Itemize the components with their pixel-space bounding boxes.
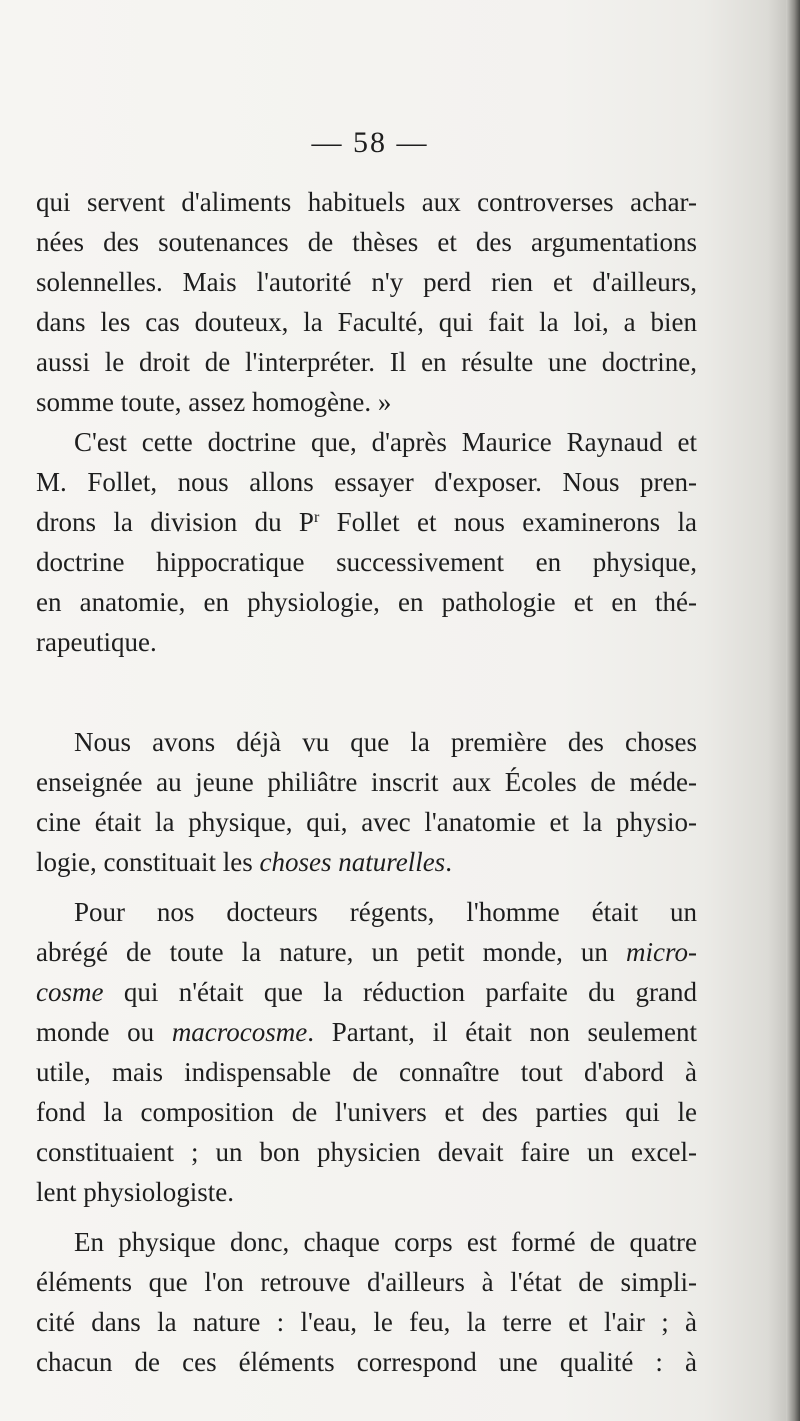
text-line: lent physiologiste. — [36, 1177, 234, 1207]
text-line: somme toute, assez homogène. » — [36, 387, 392, 417]
text-line: en anatomie, en physiologie, en pathologie et en thé- — [36, 587, 697, 617]
text-line: En physique donc, chaque corps est formé de quatre — [74, 1227, 697, 1257]
text-line: cine était la physique, qui, avec l'anatomie et la physio- — [36, 807, 697, 837]
text-line: C'est cette doctrine que, d'après Maurice Raynaud et — [74, 427, 697, 457]
text-fragment: drons la division du P — [36, 507, 314, 537]
text-fragment: abrégé de toute la nature, un petit monde, un — [36, 937, 627, 967]
text-line — [36, 932, 697, 972]
text-line: solennelles. Mais l'autorité n'y perd rien et d'ailleurs, — [36, 267, 697, 297]
italic-term: macrocosme — [171, 1017, 308, 1047]
italic-term: choses naturelles — [259, 847, 446, 877]
text-line: aussi le droit de l'interpréter. Il en résulte une doctrine, — [36, 347, 697, 377]
text-line: Pour nos docteurs régents, l'homme était un — [74, 897, 697, 927]
text-line: doctrine hippocratique successivement en physique, — [36, 547, 697, 577]
text-line: fond la composition de l'univers et des parties qui le — [36, 1097, 697, 1127]
superscript: r — [313, 509, 320, 526]
text-fragment: . — [445, 847, 452, 877]
italic-term: micro- — [626, 937, 697, 967]
page-number: — 58 — — [311, 126, 429, 159]
text-line: cité dans la nature : l'eau, le feu, la terre et l'air ; à — [36, 1307, 697, 1337]
text-line: constituaient ; un bon physicien devait faire un excel- — [36, 1137, 697, 1167]
italic-term: cosme — [36, 977, 104, 1007]
text-line: Nous avons déjà vu que la première des choses — [74, 727, 697, 757]
text-line — [36, 842, 697, 882]
text-line: utile, mais indispensable de connaître tout d'abord à — [36, 1057, 697, 1087]
text-line: dans les cas douteux, la Faculté, qui fait la loi, a bien — [36, 307, 697, 337]
text-line: enseignée au jeune philiâtre inscrit aux Écoles de méde- — [36, 767, 697, 797]
page-edge-shadow — [786, 0, 800, 1421]
text-fragment: logie, constituait les — [36, 847, 260, 877]
text-line: éléments que l'on retrouve d'ailleurs à l'état de simpli- — [36, 1267, 697, 1297]
text-line: rapeutique. — [36, 627, 157, 657]
text-line: M. Follet, nous allons essayer d'exposer. Nous pren- — [36, 467, 697, 497]
text-line — [36, 502, 697, 542]
text-line: chacun de ces éléments correspond une qualité : à — [36, 1347, 697, 1377]
text-fragment: Follet et nous examinerons la — [319, 507, 698, 537]
text-fragment: . Partant, il était non seulement — [307, 1017, 697, 1047]
text-line: qui servent d'aliments habituels aux controverses achar- — [36, 187, 697, 217]
text-line — [36, 1012, 697, 1052]
text-line: nées des soutenances de thèses et des argumentations — [36, 227, 697, 257]
text-fragment: qui n'était que la réduction parfaite du grand — [103, 977, 697, 1007]
text-fragment: monde ou — [36, 1017, 172, 1047]
text-line — [36, 972, 697, 1012]
